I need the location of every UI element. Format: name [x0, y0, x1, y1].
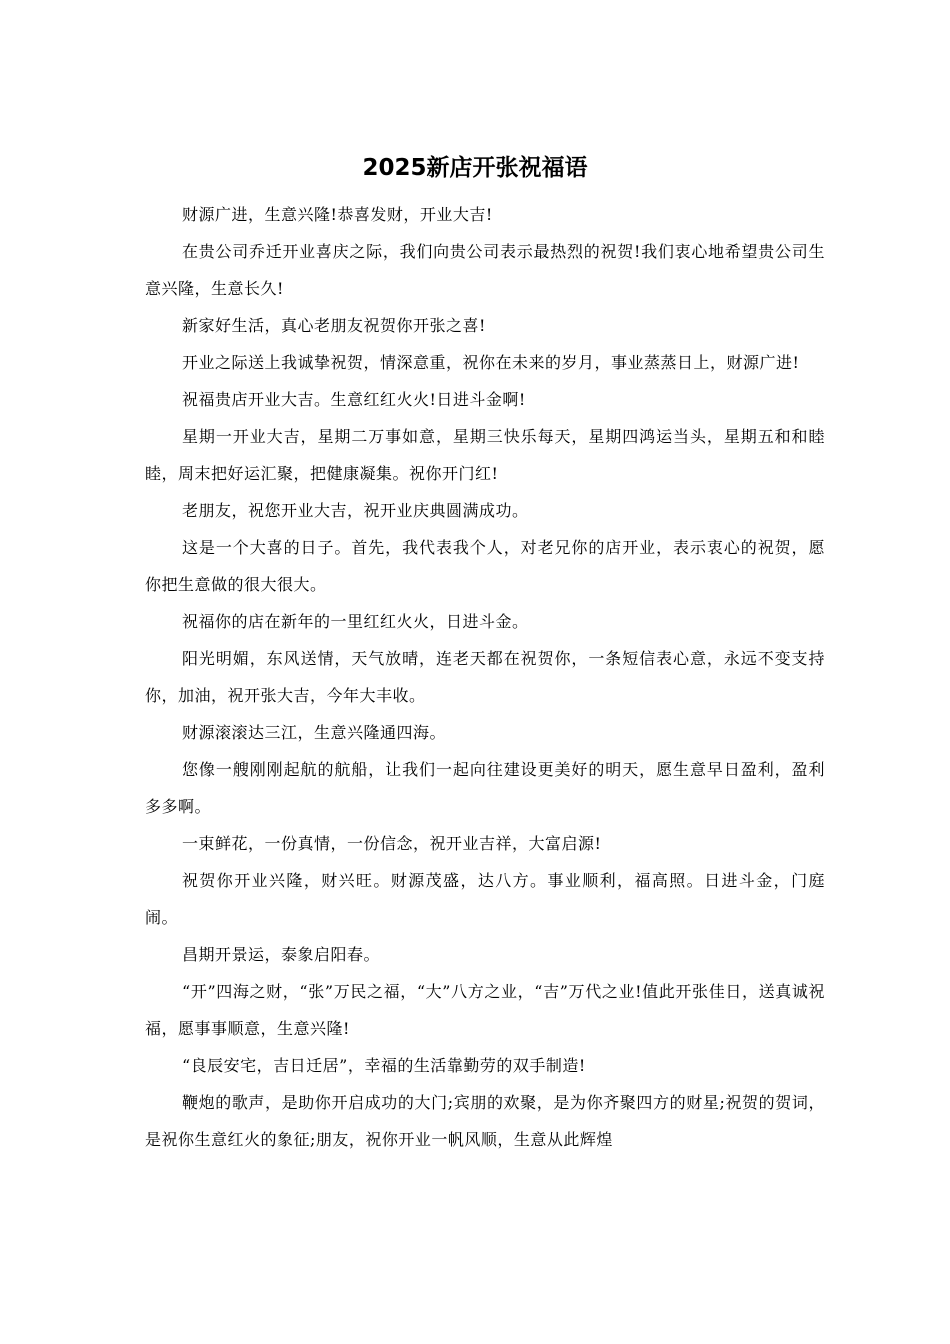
- document-title: 2025新店开张祝福语: [362, 155, 588, 181]
- paragraph: 开业之际送上我诚挚祝贺，情深意重，祝你在未来的岁月，事业蒸蒸日上，财源广进!: [182, 353, 800, 372]
- paragraph: 新家好生活，真心老朋友祝贺你开张之喜!: [182, 316, 486, 335]
- paragraph: 这是一个大喜的日子。首先，我代表我个人，对老兄你的店开业，表示衷心的祝贺，愿你把生意做的很大很大。: [145, 538, 825, 594]
- paragraph: 昌期开景运，泰象启阳春。: [182, 945, 381, 964]
- paragraph: 在贵公司乔迁开业喜庆之际，我们向贵公司表示最热烈的祝贺!我们衷心地希望贵公司生意兴隆，生意长久!: [145, 242, 825, 298]
- paragraph: 一束鲜花，一份真情，一份信念，祝开业吉祥，大富启源!: [182, 834, 602, 853]
- paragraph: 财源广进，生意兴隆!恭喜发财，开业大吉!: [182, 205, 493, 224]
- paragraph: 财源滚滚达三江，生意兴隆通四海。: [182, 723, 447, 742]
- paragraph: 祝福你的店在新年的一里红红火火，日进斗金。: [182, 612, 529, 631]
- paragraph: “良辰安宅，吉日迁居”，幸福的生活靠勤劳的双手制造!: [182, 1056, 586, 1075]
- paragraph: 您像一艘刚刚起航的航船，让我们一起向往建设更美好的明天，愿生意早日盈利，盈利多多啊。: [145, 760, 825, 816]
- paragraph: 祝贺你开业兴隆，财兴旺。财源茂盛，达八方。事业顺利，福高照。日进斗金，门庭闹。: [145, 871, 825, 927]
- paragraph: 阳光明媚，东风送情，天气放晴，连老天都在祝贺你，一条短信表心意，永远不变支持你，加油，祝开张大吉，今年大丰收。: [145, 649, 825, 705]
- paragraph: 老朋友，祝您开业大吉，祝开业庆典圆满成功。: [182, 501, 529, 520]
- paragraph: 星期一开业大吉，星期二万事如意，星期三快乐每天，星期四鸿运当头，星期五和和睦睦，周末把好运汇聚，把健康凝集。祝你开门红!: [145, 427, 825, 483]
- paragraph: “开”四海之财，“张”万民之福，“大”八方之业，“吉”万代之业!值此开张佳日，送真诚祝福，愿事事顺意，生意兴隆!: [145, 982, 825, 1038]
- paragraph: 祝福贵店开业大吉。生意红红火火!日进斗金啊!: [182, 390, 526, 409]
- document-body: [145, 196, 825, 1158]
- paragraph: 鞭炮的歌声，是助你开启成功的大门;宾朋的欢聚，是为你齐聚四方的财星;祝贺的贺词，是祝你生意红火的象征;朋友，祝你开业一帆风顺，生意从此辉煌: [145, 1093, 825, 1149]
